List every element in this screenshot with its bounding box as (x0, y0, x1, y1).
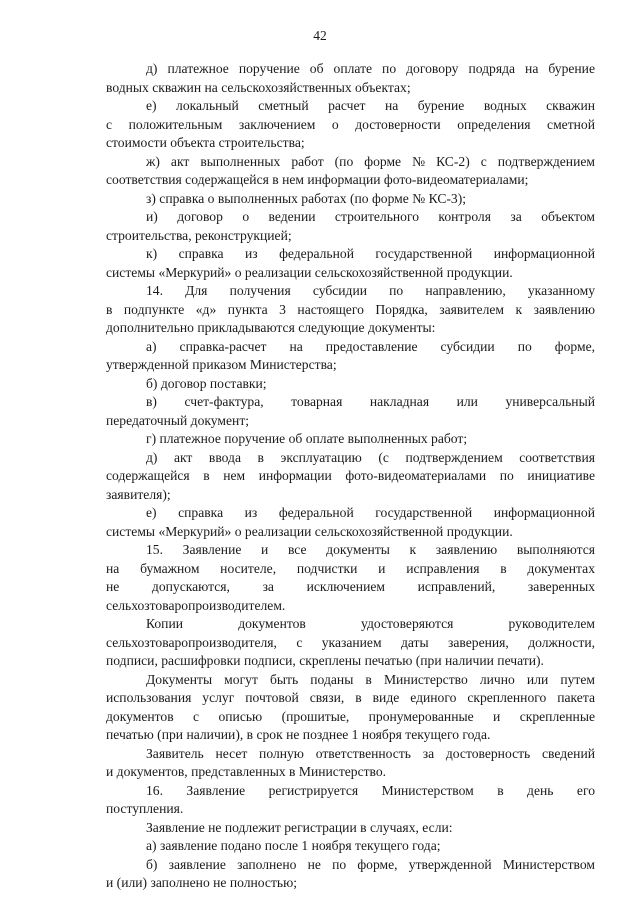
text-line: и (или) заполнено не полностью; (106, 875, 298, 890)
text-line: сельхозтоваропроизводителем. (106, 597, 286, 613)
text-line: водных скважин на сельскохозяйственных объектах; (106, 79, 411, 95)
text-line: Документы могут быть поданы в Министерство лично или путем (146, 671, 595, 687)
text-line: б) заявление заполнено не по форме, утвержденной Министерством (146, 856, 595, 872)
text-line: 16. Заявление регистрируется Министерством в день его (146, 782, 595, 798)
text-line: к) справка из федеральной государственной информационной (146, 246, 595, 261)
text-line: е) справка из федеральной государственной информационной (146, 505, 595, 520)
page-number: 42 (313, 28, 327, 43)
text-line: на бумажном носителе, подчистки и исправления в документах (106, 560, 595, 576)
document-body (106, 60, 595, 893)
text-line: и) договор о ведении строительного контроля за объектом (146, 209, 595, 224)
text-line: подписи, расшифровки подписи, скреплены печатью (при наличии печати). (106, 653, 544, 668)
text-line: в) счет-фактура, товарная накладная или универсальный (146, 394, 595, 409)
text-line: дополнительно прикладываются следующие документы: (106, 320, 436, 335)
text-line: Заявление не подлежит регистрации в случаях, если: (146, 819, 453, 835)
text-line: б) договор поставки; (146, 375, 267, 391)
text-line: заявителя); (106, 486, 171, 502)
text-line: документов с описью (прошитые, пронумерованные и скрепленные (106, 708, 595, 724)
text-line: строительства, реконструкцией; (106, 227, 292, 243)
text-line: и документов, представленных в Министерство. (106, 764, 387, 779)
text-line: з) справка о выполненных работах (по форме № КС-3); (146, 190, 467, 206)
text-line: печатью (при наличии), в срок не позднее 1 ноября текущего года. (106, 727, 491, 742)
text-line: системы «Меркурий» о реализации сельскохозяйственной продукции. (106, 264, 513, 280)
text-line: г) платежное поручение об оплате выполненных работ; (146, 431, 468, 446)
text-line: соответствия содержащейся в нем информации фото-видеоматериалами; (106, 172, 529, 187)
text-line: ж) акт выполненных работ (по форме № КС-2) с подтверждением (146, 153, 595, 169)
text-line: утвержденной приказом Министерства; (106, 357, 337, 372)
text-line: использования услуг почтовой связи, в виде единого скрепленного пакета (106, 690, 595, 705)
text-line: системы «Меркурий» о реализации сельскохозяйственной продукции. (106, 523, 513, 539)
text-line: д) акт ввода в эксплуатацию (с подтверждением соответствия (146, 449, 595, 465)
text-line: Заявитель несет полную ответственность за достоверность сведений (146, 745, 595, 761)
text-line: в подпункте «д» пункта 3 настоящего Порядка, заявителем к заявлению (106, 301, 595, 317)
text-line: е) локальный сметный расчет на бурение водных скважин (146, 98, 595, 113)
text-line: поступления. (106, 801, 184, 816)
text-line: 15. Заявление и все документы к заявлению выполняются (146, 542, 595, 557)
text-line: 14. Для получения субсидии по направлению, указанному (146, 283, 595, 298)
text-line: содержащейся в нем информации фото-видеоматериалами по инициативе (106, 468, 595, 483)
text-line: передаточный документ; (106, 412, 250, 428)
text-line: не допускаются, за исключением исправлений, заверенных (106, 579, 595, 594)
text-line: стоимости объекта строительства; (106, 135, 305, 150)
text-line: д) платежное поручение об оплате по договору подряда на бурение (146, 61, 595, 76)
text-line: с положительным заключением о достоверности определения сметной (106, 116, 595, 132)
text-line: сельхозтоваропроизводителя, с указанием даты заверения, должности, (106, 634, 595, 650)
text-line: а) справка-расчет на предоставление субсидии по форме, (146, 338, 595, 354)
text-line: Копии документов удостоверяются руководителем (146, 616, 595, 631)
text-line: а) заявление подано после 1 ноября текущего года; (146, 838, 441, 853)
